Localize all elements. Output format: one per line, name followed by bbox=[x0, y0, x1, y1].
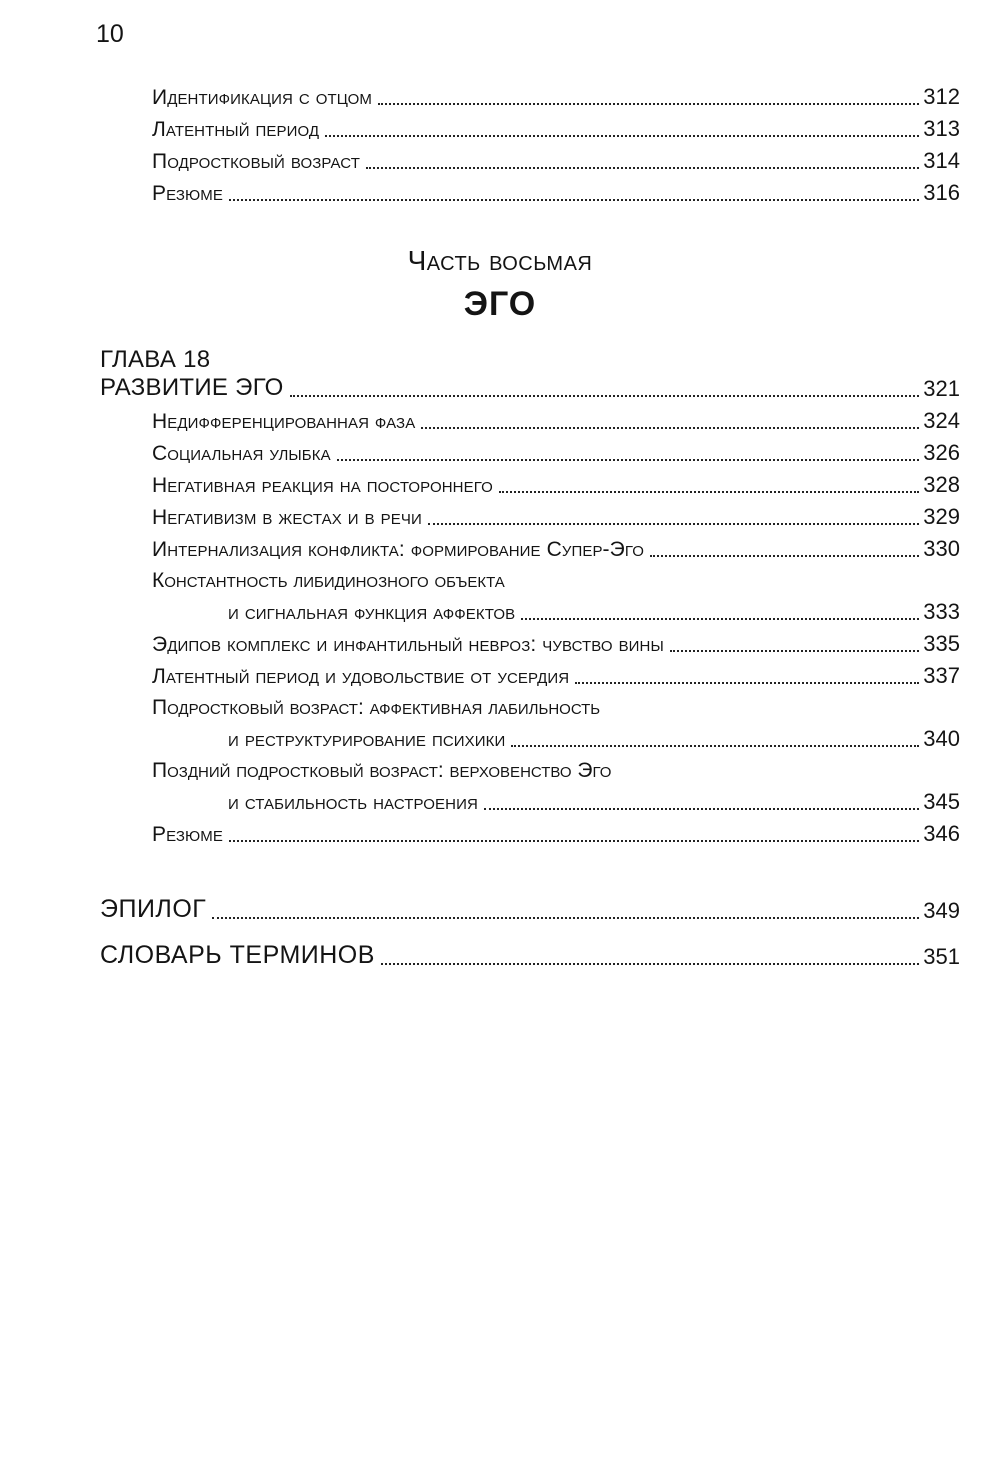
toc-entry bbox=[152, 823, 960, 845]
toc-entry-title: Подростковый возраст bbox=[152, 150, 360, 173]
toc-entry bbox=[152, 442, 960, 464]
toc-entry-title: Интернализация конфликта: формирование Супер-Эго bbox=[152, 538, 644, 561]
toc-entry-title: Латентный период bbox=[152, 118, 320, 141]
dot-leader bbox=[337, 459, 920, 461]
part-title: ЭГО bbox=[463, 285, 537, 323]
dot-leader bbox=[511, 745, 919, 747]
toc-entry bbox=[152, 633, 960, 655]
dot-leader bbox=[670, 650, 919, 652]
toc-entry-page: 312 bbox=[923, 84, 960, 109]
toc-entry-page: 340 bbox=[923, 726, 960, 751]
toc-entry-page: 333 bbox=[923, 599, 960, 624]
toc-entry-page: 330 bbox=[923, 536, 960, 561]
toc-entry-glossary bbox=[100, 943, 960, 968]
toc-entry bbox=[152, 474, 960, 496]
toc-entry-page: 335 bbox=[923, 631, 960, 656]
toc-entry bbox=[152, 182, 960, 204]
chapter-page: 321 bbox=[923, 376, 960, 401]
toc-entry-title: ЭПИЛОГ bbox=[100, 895, 207, 923]
toc-entry-title: Негативизм в жестах и в речи bbox=[152, 506, 422, 529]
dot-leader bbox=[428, 523, 919, 525]
dot-leader bbox=[650, 555, 919, 557]
dot-leader bbox=[290, 395, 920, 397]
dot-leader bbox=[229, 199, 919, 201]
dot-leader bbox=[212, 917, 919, 919]
toc-entry bbox=[152, 118, 960, 140]
toc-entry bbox=[228, 728, 960, 750]
dot-leader bbox=[378, 103, 919, 105]
toc-entry-title: Негативная реакция на постороннего bbox=[152, 474, 493, 497]
chapter-label: ГЛАВА 18 bbox=[100, 346, 211, 373]
toc-entry-title: Социальная улыбка bbox=[152, 442, 331, 465]
toc-entry-page: 324 bbox=[923, 408, 960, 433]
toc-entry bbox=[152, 538, 960, 560]
toc-entry-page: 314 bbox=[923, 148, 960, 173]
toc-entry-title: СЛОВАРЬ ТЕРМИНОВ bbox=[100, 941, 375, 969]
toc-entry-title: Резюме bbox=[152, 182, 223, 205]
dot-leader bbox=[521, 618, 919, 620]
toc-entry-page: 351 bbox=[923, 944, 960, 969]
chapter-title-entry bbox=[100, 376, 960, 400]
toc-entry-title: Идентификация с отцом bbox=[152, 86, 373, 109]
dot-leader bbox=[575, 682, 919, 684]
dot-leader bbox=[381, 963, 919, 965]
toc-entry-title: Эдипов комплекс и инфантильный невроз: чувство вины bbox=[152, 633, 664, 656]
dot-leader bbox=[484, 808, 919, 810]
toc-entry-page: 346 bbox=[923, 821, 960, 846]
toc-entry-title-line1: Поздний подростковый возраст: верховенство Эго bbox=[152, 759, 612, 782]
dot-leader bbox=[499, 491, 919, 493]
toc-entry-page: 316 bbox=[923, 180, 960, 205]
chapter-title: РАЗВИТИЕ ЭГО bbox=[100, 374, 284, 401]
toc-entry-title-line2: и стабильность настроения bbox=[228, 791, 478, 814]
toc-entry-title: Резюме bbox=[152, 823, 223, 846]
toc-entry bbox=[228, 791, 960, 813]
part-label: Часть восьмая bbox=[407, 245, 593, 276]
dot-leader bbox=[325, 135, 919, 137]
toc-entry bbox=[152, 410, 960, 432]
dot-leader bbox=[229, 840, 919, 842]
toc-entry-page: 328 bbox=[923, 472, 960, 497]
toc-entry-page: 345 bbox=[923, 789, 960, 814]
toc-entry-title: Недифференцированная фаза bbox=[152, 410, 416, 433]
toc-entry bbox=[152, 506, 960, 528]
toc-entry bbox=[152, 86, 960, 108]
toc-entry-title-line2: и сигнальная функция аффектов bbox=[228, 601, 516, 624]
toc-entry-title-line1: Подростковый возраст: аффективная лабильность bbox=[152, 696, 601, 719]
dot-leader bbox=[366, 167, 919, 169]
toc-entry-page: 329 bbox=[923, 504, 960, 529]
toc-entry-epilogue bbox=[100, 897, 960, 922]
toc-entry-page: 337 bbox=[923, 663, 960, 688]
toc-entry bbox=[228, 601, 960, 623]
toc-entry-title-line1: Константность либидинозного объекта bbox=[152, 569, 505, 592]
page-number: 10 bbox=[96, 20, 124, 48]
dot-leader bbox=[421, 427, 919, 429]
toc-entry-page: 349 bbox=[923, 898, 960, 923]
toc-entry bbox=[152, 150, 960, 172]
toc-entry-title-line2: и реструктурирование психики bbox=[228, 728, 506, 751]
toc-entry-page: 326 bbox=[923, 440, 960, 465]
toc-entry bbox=[152, 665, 960, 687]
toc-entry-title: Латентный период и удовольствие от усердия bbox=[152, 665, 570, 688]
toc-entry-page: 313 bbox=[923, 116, 960, 141]
